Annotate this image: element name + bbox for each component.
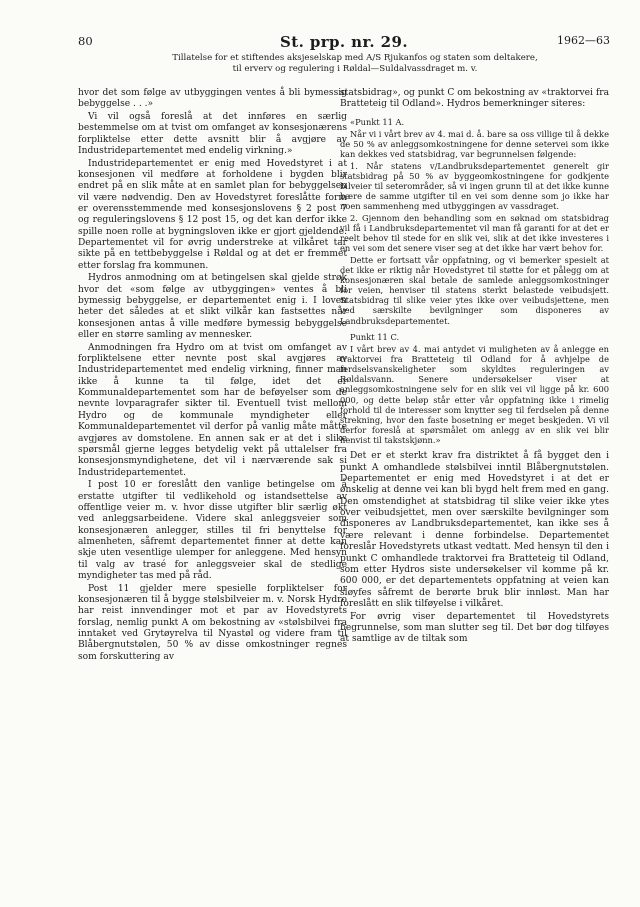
paragraph: Anmodningen fra Hydro om at tvist om omfanget av forpliktelsene etter nevnte post skal avgjøres av Industridepartementet med endelig virkning, finner man ikke å kunne ta til følge, idet det er Kommunaldepartementet som har de beføyelser som de nevnte lovparagrafer sikter til. Eventuell tvist mellom Hydro og de kommunale myndigheter eller Kommunaldepartementet vil derfor på vanlig måte måtte avgjøres av domstolene. En annen sak er at det i slike spørsmål gjerne legges betydelig vekt på uttalelser fra konsesjonsmyndighetene, det vil i nærværende sak si Industridepartementet.: [78, 342, 347, 478]
document-title: St. prp. nr. 29.: [280, 33, 408, 51]
quoted-paragraph: Dette er fortsatt vår oppfatning, og vi bemerker spesielt at det ikke er riktig når Hovedstyret til støtte for et pålegg om at konsesjonæren skal betale de samlede anleggsomkostninger for veien, henviser til statens sterkt belastede veibudsjett. Statsbidrag til slike veier ytes ikke over veibudsjettene, men ved særskilte bevilgninger som disponeres av Landbruksdepartementet.: [340, 254, 609, 326]
paragraph: Hydros anmodning om at betingelsen skal gjelde strøk hvor det «som følge av utbyggingen» ventes å bli bymessig bebyggelse, er departementet enig i. I loven heter det således at et slikt vilkår kan fastsettes når konsesjonen antas å ville medføre bymessig bebyggelse eller en større samling av mennesker.: [78, 273, 347, 341]
left-column: [78, 88, 347, 664]
subtitle-line-2: til erverv og regulering i Røldal—Suldalvassdraget m. v.: [232, 64, 478, 74]
quoted-paragraph: Når vi i vårt brev av 4. mai d. å. bare sa oss villige til å dekke de 50 % av anleggsomkostningene for denne setervei som ikke kan dekkes ved statsbidrag, var begrunnelsen følgende:: [340, 128, 609, 160]
paragraph: Industridepartementet er enig med Hovedstyret i at konsesjonen vil medføre at forholdene i bygden blir endret på en slik måte at en samlet plan for bebyggelsen vil være nødvendig. Den av Hovedstyret foreslåtte form er overensstemmende med konsesjonslovens § 2 post 7 og reguleringslovens § 12 post 15, og det kan derfor ikke spille noen rolle at bygningsloven ikke er gjort gjeldende. Departementet vil for øvrig understreke at vilkåret tar sikte på en tettbebyggelse i Røldal og at det er fremmet etter forslag fra kommunen.: [78, 158, 347, 271]
paragraph: Det er et sterkt krav fra distriktet å få bygget den i punkt A omhandlede stølsbilvei inntil Blåbergnutstølen. Departementet er enig med Hovedstyret i at det er ønskelig at denne vei kan bli bygd helt frem med en gang. Den omstendighet at statsbidrag til slike veier ikke ytes over veibudsjettet, men over særskilte bevilgninger som disponeres av Landbruksdepartementet, kan ikke ses å være relevant i denne forbindelse. Departementet foreslår Hovedstyrets utkast vedtatt. Med hensyn til den i punkt C omhandlede traktorvei fra Bratteteig til Odland, som etter Hydros siste undersøkelser vil komme på kr. 600 000, er det departementets oppfatning at veien kan sløyfes såfremt de berørte bruk blir innløst. Man har foreslått en slik tilføyelse i vilkåret.: [340, 451, 609, 609]
quoted-heading: «Punkt 11 A.: [350, 116, 405, 127]
paragraph: I post 10 er foreslått den vanlige betingelse om å erstatte utgifter til vedlikehold og istandsettelse av offentlige veier m. v. hvor disse utgifter blir særlig økt ved anleggsarbeidene. Videre skal anleggsveier som konsesjonæren anlegger, stilles til fri benyttelse for almenheten, såfremt departementet finner at dette kan skje uten vesentlige ulemper for anleggene. Med hensyn til valg av trasé for anleggsveier skal de stedlige myndigheter tas med på råd.: [78, 480, 347, 581]
subtitle-line-1: Tillatelse for et stiftendes aksjeselskap med A/S Rjukanfos og staten som deltakere,: [172, 53, 538, 63]
quoted-paragraph: 2. Gjennom den behandling som en søknad om statsbidrag vil få i Landbruksdepartementet vil man få garanti for at det er reelt behov til stede for en slik vei, slik at det ikke investeres i en vei som det senere viser seg at det ikke har vært behov for.: [340, 212, 609, 254]
paragraph: Post 11 gjelder mere spesielle forpliktelser for konsesjonæren til å bygge stølsbilveier m. v. Norsk Hydro har reist innvendinger mot et par av Hovedstyrets forslag, nemlig punkt A om bekostning av «stølsbilvei fra inntaket ved Grytøyrelva til Nyastøl og videre fram til Blåbergnutstølen, 50 % av disse omkostninger regnes som forskuttering av: [78, 583, 347, 662]
page-number: 80: [78, 34, 93, 48]
paragraph: For øvrig viser departementet til Hovedstyrets begrunnelse, som man slutter seg til. Det bør dog tilføyes at samtlige av de tiltak som: [340, 611, 609, 645]
paragraph: hvor det som følge av utbyggingen ventes å bli bymessig bebyggelse . . .»: [78, 88, 347, 110]
quoted-paragraph: 1. Når statens v/Landbruksdepartementet generelt gir statsbidrag på 50 % av byggeomkostningene for godkjente bilveier til seterområder, så vi ingen grunn til at det ikke kunne bære de samme utgifter til en vei som denne som jo ikke har noen sammenheng med utbyggingen av vassdraget.: [340, 160, 609, 212]
paragraph: statsbidrag», og punkt C om bekostning av «traktorvei fra Bratteteig til Odland». Hydros bemerkninger siteres:: [340, 88, 609, 110]
paragraph: Vi vil også foreslå at det innføres en særlig bestemmelse om at tvist om omfanget av konsesjonærens forpliktelse etter dette avsnitt blir å avgjøre av Industridepartementet med endelig virkning.»: [78, 111, 347, 157]
right-column: [340, 88, 609, 647]
session-year: 1962—63: [557, 34, 610, 47]
page-header: [78, 33, 610, 53]
quoted-heading: Punkt 11 C.: [350, 331, 400, 342]
quoted-paragraph: I vårt brev av 4. mai antydet vi muligheten av å anlegge en traktorvei fra Bratteteig til Odland for å avhjelpe de ferdselsvanskeligheter som skyldtes reguleringen av Røldalsvann. Senere undersøkelser viser at anleggsomkostningene selv for en slik vei vil ligge på kr. 600 000, og dette beløp står etter vår oppfatning ikke i rimelig forhold til de interesser som knytter seg til ferdselen på denne strekning, hvor den faste bosetning er meget beskjeden. Vi vil derfor foreslå at spørsmålet om anlegg av en slik vei blir henvist til takstskjønn.»: [340, 343, 609, 446]
running-subtitle: [100, 53, 610, 75]
